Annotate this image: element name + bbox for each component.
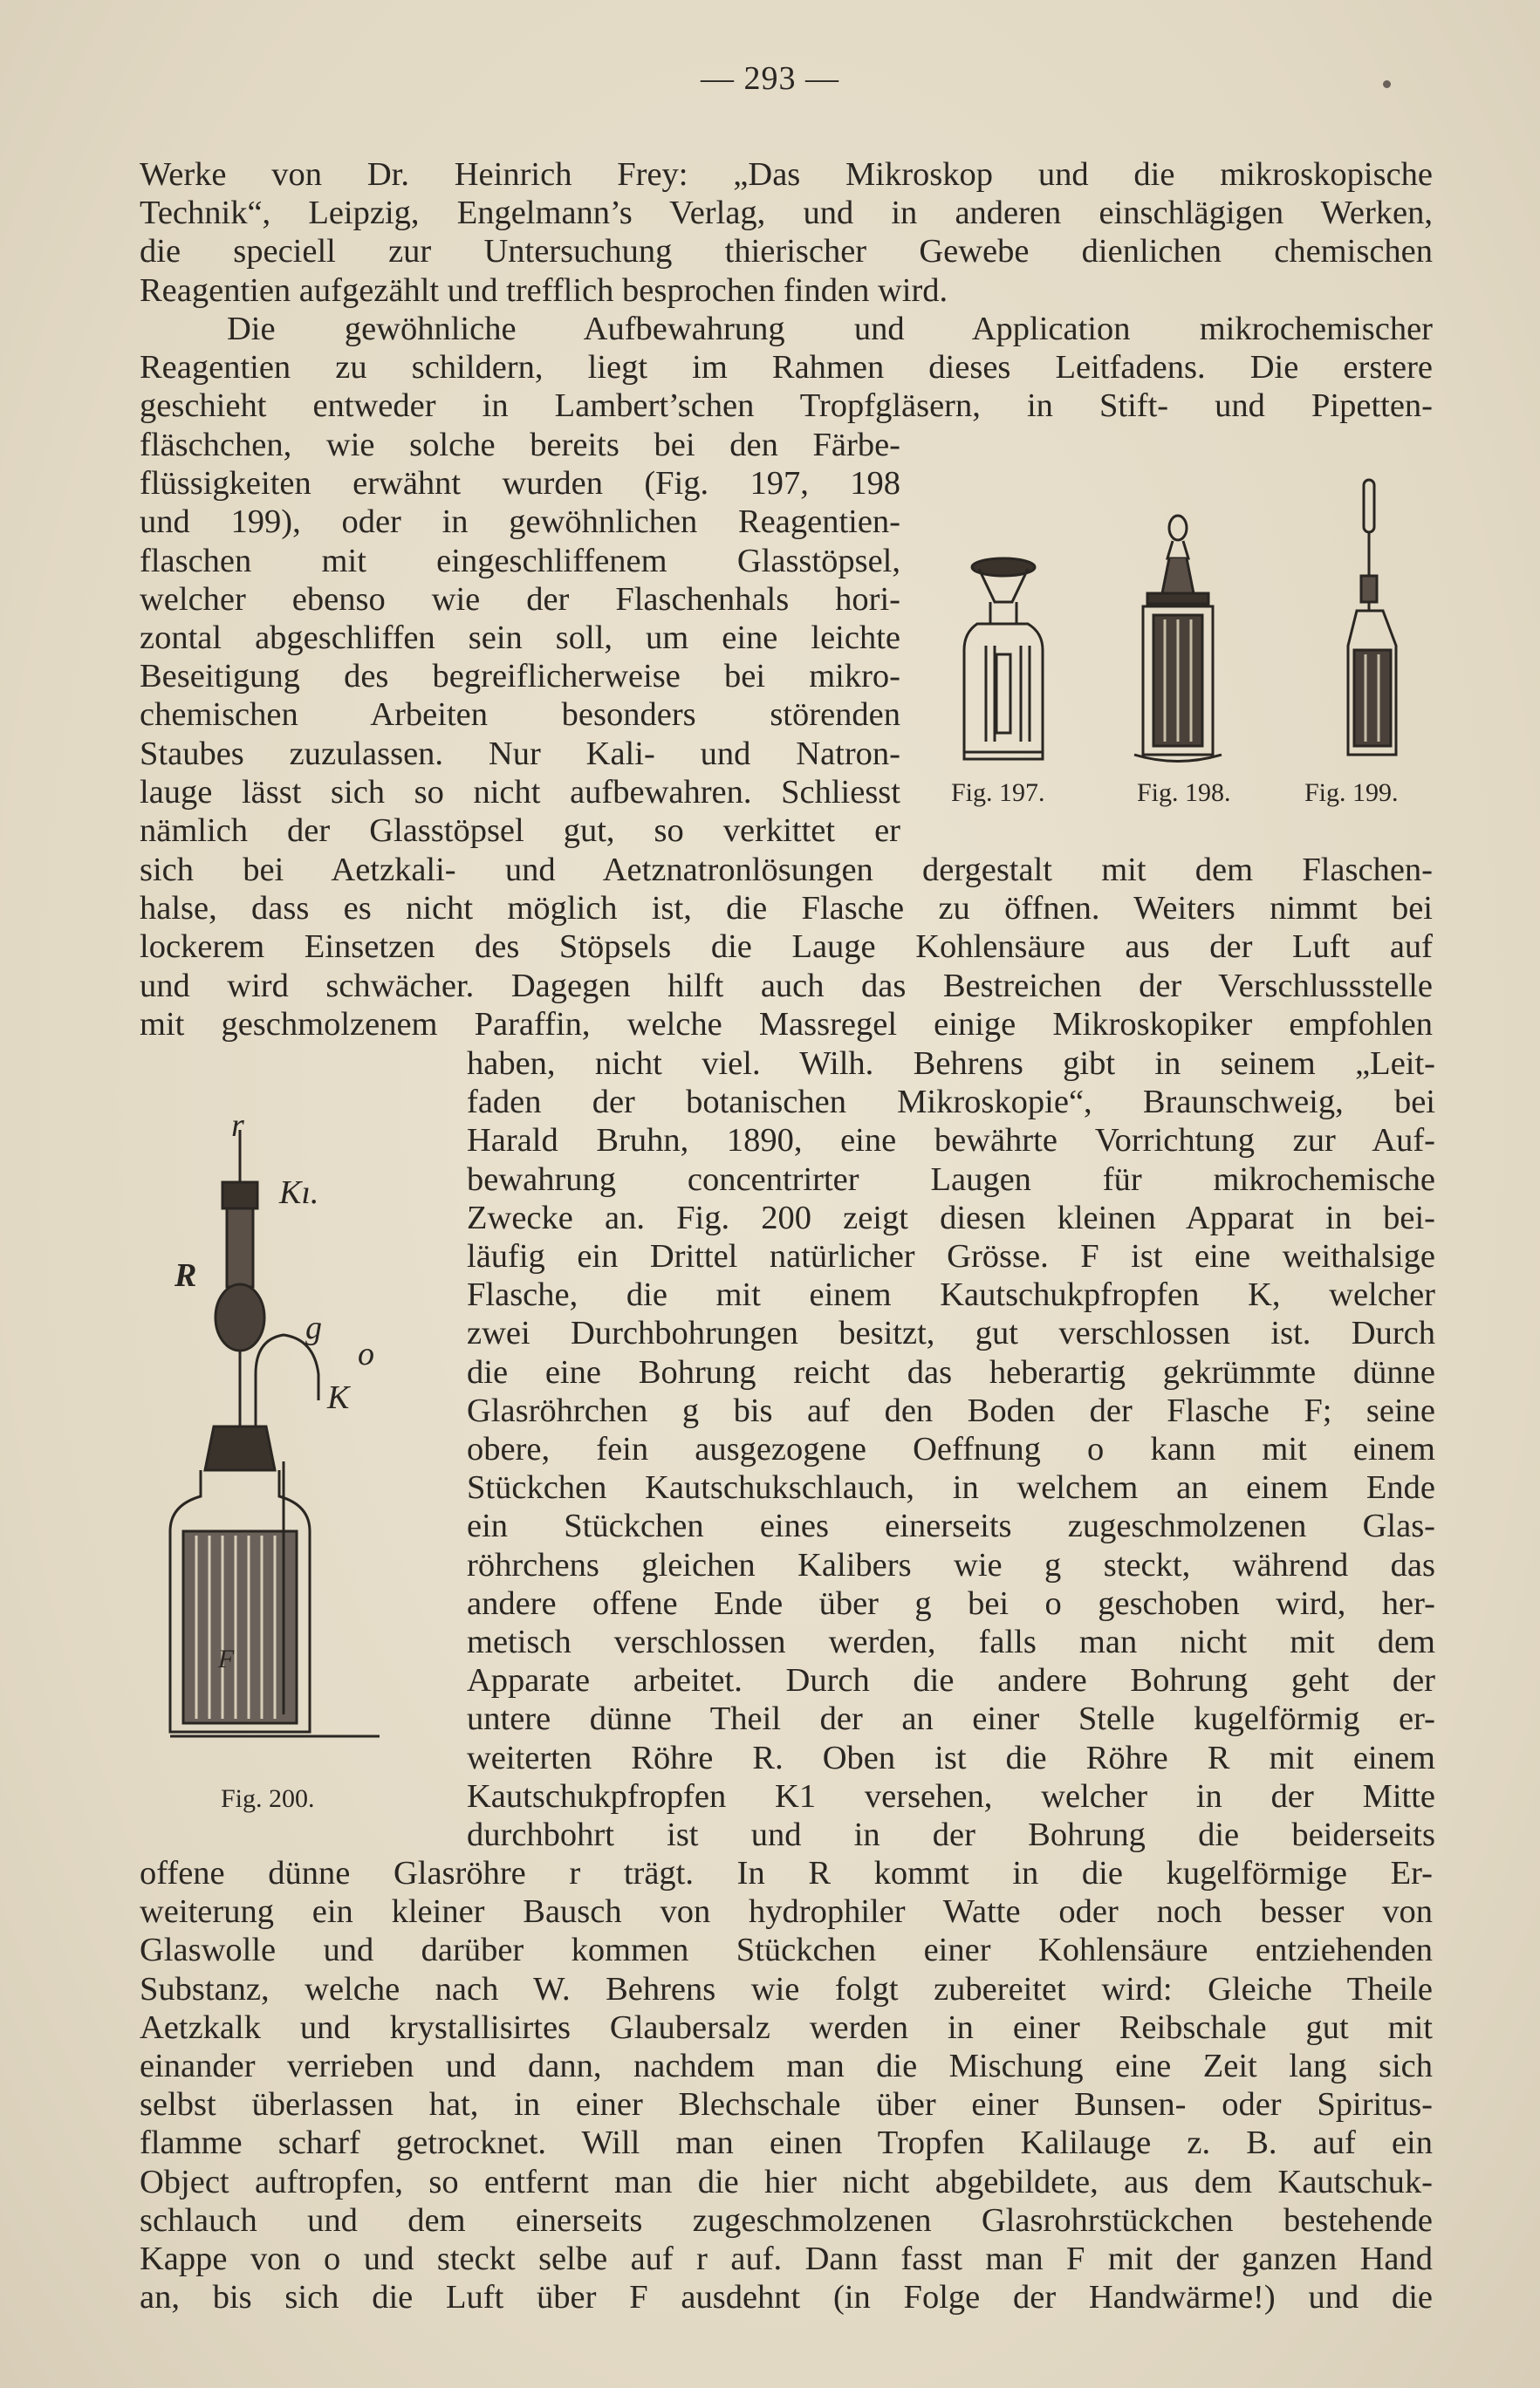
figures-197-199 [925,471,1440,768]
para2-lines-line: geschieht entweder in Lambert’schen Tropfgläsern, in Stift- und Pipetten- [140,387,1433,425]
paragraph-2-end [140,1854,1433,2316]
para2-right-lines-line: Flasche, die mit einem Kautschukpfropfen K, welcher [467,1276,1435,1314]
para2-left-lines-line: flüssigkeiten erwähnt wurden (Fig. 197, 198 [140,465,900,503]
fig197-bottle-illustration [964,558,1043,759]
para2-full-lines-line: und wird schwächer. Dagegen hilft auch das Bestreichen der Verschlussstelle [140,967,1433,1004]
para2-end-lines-line: weiterung ein kleiner Bausch von hydrophiler Watte oder noch besser von [140,1893,1433,1931]
para2-end-lines-line: einander verrieben und dann, nachdem man die Mischung eine Zeit lang sich [140,2048,1433,2085]
fig200-label-R: R [175,1257,197,1294]
para2-left-lines-line: nämlich der Glasstöpsel gut, so verkittet er [140,812,900,850]
fig200-label-o: o [358,1336,374,1372]
para2-full-lines-line: sich bei Aetzkali- und Aetznatronlösungen dergestalt mit dem Flaschen- [140,852,1433,888]
fig200-label-F: F [218,1645,235,1673]
paragraph-2-continuation [140,851,1433,1043]
para2-right-lines-line: Apparate arbeitet. Durch die andere Bohrung geht der [467,1662,1435,1700]
para2-right-lines-line: untere dünne Theil der an einer Stelle kugelförmig er- [467,1700,1435,1738]
para2-right-lines-line: Kautschukpfropfen K1 versehen, welcher in der Mitte [467,1777,1435,1815]
para2-left-lines-line: fläschchen, wie solche bereits bei den Färbe- [140,427,900,463]
para1-lines-line: Werke von Dr. Heinrich Frey: „Das Mikroskop und die mikroskopische [140,156,1433,193]
ink-speck [1383,80,1391,88]
para2-full-lines-line: mit geschmolzenem Paraffin, welche Massregel einige Mikroskopiker empfohlen [140,1005,1433,1043]
fig200-label-K: K [327,1379,350,1416]
para2-end-lines-line: Substanz, welche nach W. Behrens wie folgt zubereitet wird: Gleiche Theile [140,1970,1433,2008]
fig198-bottle-illustration [1134,516,1222,762]
para2-right-lines-line: läufig ein Drittel natürlicher Grösse. F ist eine weithalsige [467,1238,1435,1276]
para2-left-lines-line: zontal abgeschliffen sein soll, um eine leichte [140,619,900,657]
fig200-caption: Fig. 200. [221,1784,315,1813]
para2-right-lines-line: röhrchens gleichen Kalibers wie g steckt, während das [467,1546,1435,1584]
para2-right-lines-line: ein Stückchen eines einerseits zugeschmolzenen Glas- [467,1508,1435,1545]
para2-left-lines-line: chemischen Arbeiten besonders störenden [140,696,900,734]
para2-end-lines-line: flamme scharf getrocknet. Will man einen Tropfen Kalilauge z. B. auf ein [140,2125,1433,2162]
para2-end-lines-line: schlauch und dem einerseits zugeschmolzenen Glasrohrstückchen bestehende [140,2201,1433,2239]
paragraph-2-intro [140,310,1433,426]
para2-left-lines-line: welcher ebenso wie der Flaschenhals hori- [140,580,900,618]
para2-right-lines-line: bewahrung concentrirter Laugen für mikrochemische [467,1160,1435,1198]
fig199-bottle-illustration [1348,480,1396,755]
para2-right-lines-line: zwei Durchbohrungen besitzt, gut verschlossen ist. Durch [467,1315,1435,1352]
para2-left-lines-line: Staubes zuzulassen. Nur Kali- und Natron- [140,735,900,772]
para2-right-lines-line: weiterten Röhre R. Oben ist die Röhre R mit einem [467,1739,1435,1776]
para2-left-lines-line: flaschen mit eingeschliffenem Glasstöpsel, [140,542,900,579]
para2-full-lines-line: lockerem Einsetzen des Stöpsels die Lauge Kohlensäure aus der Luft auf [140,928,1433,966]
para2-right-lines-line: faden der botanischen Mikroskopie“, Braunschweig, bei [467,1084,1435,1121]
para1-lines-line: Technik“, Leipzig, Engelmann’s Verlag, und in anderen einschlägigen Werken, [140,195,1433,232]
para1-lines-line: Reagentien aufgezählt und trefflich besprochen finden wird. [140,271,948,309]
para2-right-lines-line: die eine Bohrung reicht das heberartig gekrümmte dünne [467,1353,1435,1391]
para2-end-lines-line: Object auftropfen, so entfernt man die hier nicht abgebildete, aus dem Kautschuk- [140,2163,1433,2200]
para2-end-lines-line: selbst überlassen hat, in einer Blechschale über einer Bunsen- oder Spiritus- [140,2086,1433,2124]
paragraph-2-right-column [467,1044,1435,1854]
para2-right-lines-line: Harald Bruhn, 1890, eine bewährte Vorrichtung zur Auf- [467,1122,1435,1160]
fig200-label-g: g [305,1310,322,1346]
paragraph-1 [140,155,1433,310]
fig200-label-K1: Kı. [279,1174,319,1211]
para2-right-lines-line: Glasröhrchen g bis auf den Boden der Flasche F; seine [467,1392,1435,1429]
paragraph-2-left-column [140,426,900,850]
para2-end-lines-line: Glaswolle und darüber kommen Stückchen einer Kohlensäure entziehenden [140,1932,1433,1969]
para2-left-lines-line: und 199), oder in gewöhnlichen Reagentien- [140,503,900,541]
para2-end-lines-line: Aetzkalk und krystallisirtes Glaubersalz werden in einer Reibschale gut mit [140,2008,1433,2046]
para1-lines-line: die speciell zur Untersuchung thierischer Gewebe dienlichen chemischen [140,233,1433,270]
para2-right-lines-line: andere offene Ende über g bei o geschoben wird, her- [467,1584,1435,1622]
fig199-caption: Fig. 199. [1304,778,1399,807]
para2-right-lines-line: Stückchen Kautschukschlauch, in welchem an einem Ende [467,1469,1435,1507]
para2-right-lines-line: metisch verschlossen werden, falls man nicht mit dem [467,1624,1435,1661]
para2-right-lines-line: Zwecke an. Fig. 200 zeigt diesen kleinen Apparat in bei- [467,1199,1435,1236]
para2-right-lines-line: haben, nicht viel. Wilh. Behrens gibt in seinem „Leit- [467,1045,1435,1082]
para2-full-lines-line: halse, dass es nicht möglich ist, die Flasche zu öffnen. Weiters nimmt bei [140,890,1433,927]
para2-right-lines-line: obere, fein ausgezogene Oeffnung o kann mit einem [467,1431,1435,1468]
para2-lines-line: Die gewöhnliche Aufbewahrung und Application mikrochemischer [227,311,1433,347]
para2-end-lines-line: offene dünne Glasröhre r trägt. In R kommt in die kugelförmige Er- [140,1855,1433,1892]
fig197-caption: Fig. 197. [951,778,1045,807]
para2-left-lines-line: Beseitigung des begreiflicherweise bei mikro- [140,658,900,695]
para2-left-lines-line: lauge lässt sich so nicht aufbewahren. Schliesst [140,773,900,811]
para2-right-lines-line: durchbohrt ist und in der Bohrung die beiderseits [467,1817,1435,1854]
para2-end-lines-line: Kappe von o und steckt selbe auf r auf. Dann fasst man F mit der ganzen Hand [140,2241,1433,2278]
page-number: — 293 — [701,60,839,97]
fig198-caption: Fig. 198. [1137,778,1231,807]
fig200-label-r: r [231,1107,244,1144]
para2-lines-line: Reagentien zu schildern, liegt im Rahmen dieses Leitfadens. Die erstere [140,349,1433,387]
para2-end-lines-line: an, bis sich die Luft über F ausdehnt (in Folge der Handwärme!) und die [140,2279,1433,2316]
